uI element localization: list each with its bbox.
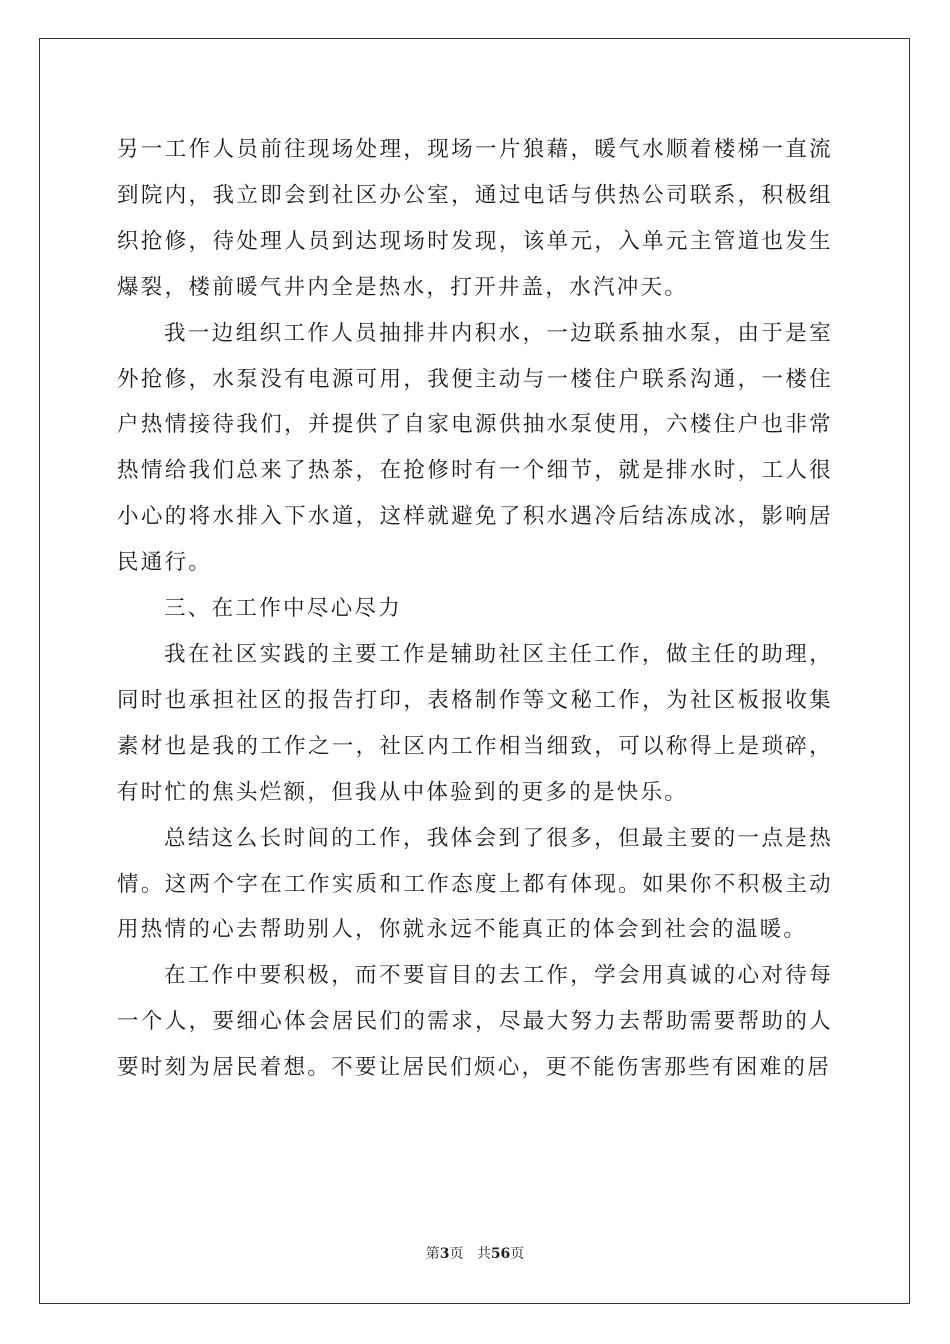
paragraph-5: 在工作中要积极，而不要盲目的去工作，学会用真诚的心对待每一个人，要细心体会居民们的需求，尽最大努力去帮助需要帮助的人要时刻为居民着想。不要让居民们烦心，更不能伤害那些有困难的居 xyxy=(117,963,833,1081)
page-number: 3 xyxy=(439,1246,450,1262)
page-footer xyxy=(0,1244,950,1264)
paragraph-1: 另一工作人员前往现场处理，现场一片狼藉，暖气水顺着楼梯一直流到院内，我立即会到社区办公室，通过电话与供热公司联系，积极组织抢修，待处理人员到达现场时发现，该单元，入单元主管道也发生爆裂，楼前暖气井内全是热水，打开井盖，水汽冲天。 xyxy=(117,137,833,300)
page-prefix: 第 xyxy=(425,1246,440,1262)
section-heading: 三、在工作中尽心尽力 xyxy=(164,596,403,622)
paragraph-2: 我一边组织工作人员抽排井内积水，一边联系抽水泵，由于是室外抢修，水泵没有电源可用，我便主动与一楼住户联系沟通，一楼住户热情接待我们，并提供了自家电源供抽水泵使用，六楼住户也非常热情给我们总来了热茶，在抢修时有一个细节，就是排水时，工人很小心的将水排入下水道，这样就避免了积水遇冷后结冻成冰，影响居民通行。 xyxy=(117,320,833,576)
total-prefix: 共 xyxy=(476,1246,491,1262)
document-body xyxy=(117,127,833,1091)
paragraph-4: 总结这么长时间的工作，我体会到了很多，但最主要的一点是热情。这两个字在工作实质和工作态度上都有体现。如果你不积极主动用热情的心去帮助别人，你就永远不能真正的体会到社会的温暖。 xyxy=(117,825,833,943)
paragraph-3: 我在社区实践的主要工作是辅助社区主任工作，做主任的助理，同时也承担社区的报告打印，表格制作等文秘工作，为社区板报收集素材也是我的工作之一，社区内工作相当细致，可以称得上是琐碎，有时忙的焦头烂额，但我从中体验到的更多的是快乐。 xyxy=(117,641,833,805)
total-pages: 56 xyxy=(490,1246,511,1262)
page-suffix: 页 xyxy=(449,1246,464,1262)
total-suffix: 页 xyxy=(510,1246,525,1262)
